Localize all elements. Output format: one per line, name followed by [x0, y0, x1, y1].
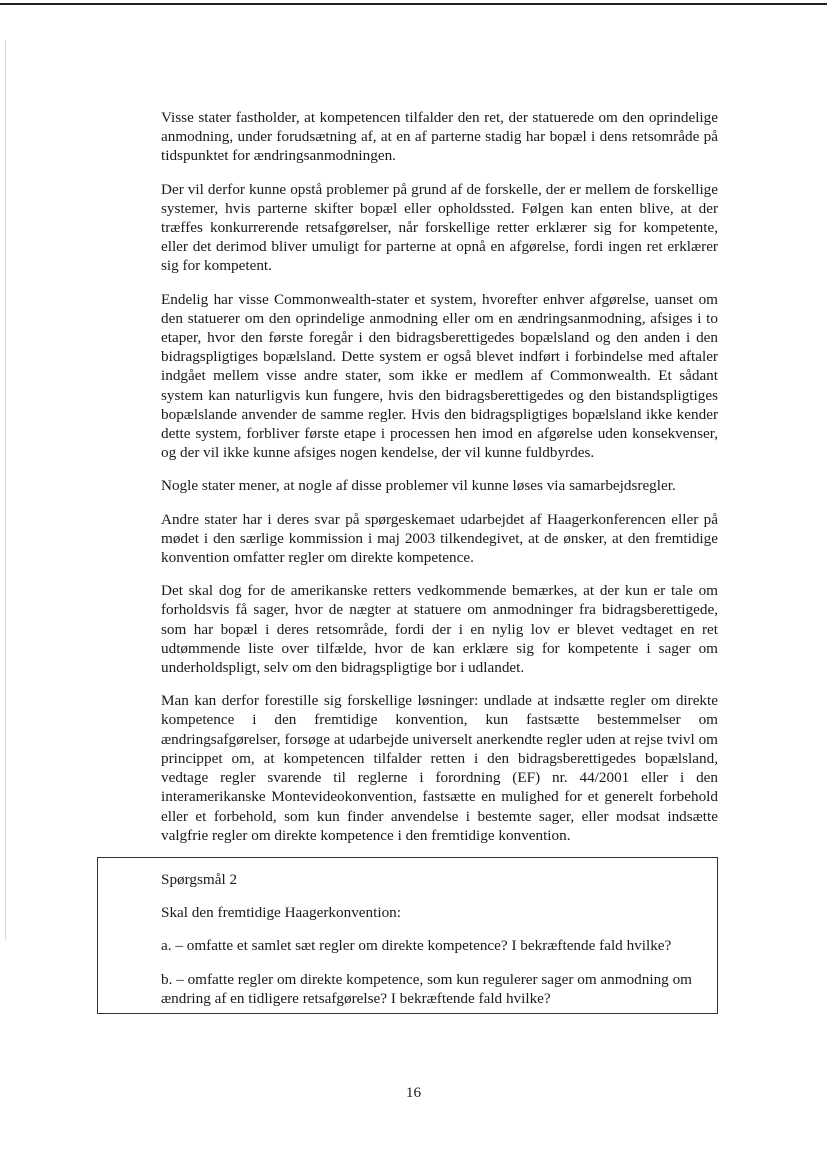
- question-intro: Skal den fremtidige Haagerkonvention:: [161, 904, 401, 922]
- paragraph-5: Andre stater har i deres svar på spørgeskemaet udarbejdet af Haagerkonferencen eller på mødet i den særlige kommission i maj 2003 tilkendegivet, at de ønsker, at den fremtidige konvention omfatter regler om direkte kompetence.: [161, 510, 718, 567]
- question-item-a: a. – omfatte et samlet sæt regler om direkte kompetence? I bekræftende fald hvilke?: [161, 937, 672, 955]
- question-title: Spørgsmål 2: [161, 871, 238, 888]
- page-number-container: [0, 1084, 827, 1102]
- paragraph-1: Visse stater fastholder, at kompetencen tilfalder den ret, der statuerede om den oprindelige anmodning, under forudsætning af, at en af parterne stadig har bopæl i dens retsområde på tidspunktet for ændringsanmodningen.: [161, 109, 718, 165]
- document-body: [161, 108, 718, 859]
- left-scan-edge: [5, 40, 6, 940]
- question-item-b: b. – omfatte regler om direkte kompetence, som kun regulerer sager om anmodning om ændring af en tidligere retsafgørelse? I bekræftende fald hvilke?: [161, 970, 692, 1007]
- page-number: 16: [405, 1084, 422, 1101]
- paragraph-6: Det skal dog for de amerikanske retters vedkommende bemærkes, at der kun er tale om forholdsvis få sager, hvor de nægter at statuere om anmodninger fra bidragsberettigede, som har bopæl i deres retsområde, fordi der i en nylig lov er blevet vedtaget en ret udtømmende liste over tilfælde, hvor de kan erklære sig for kompetente i sager om underholdspligt, selv om den bidragspligtige bor i udlandet.: [161, 582, 718, 677]
- question-box: [97, 857, 718, 1014]
- paragraph-2: Der vil derfor kunne opstå problemer på grund af de forskelle, der er mellem de forskellige systemer, hvis parterne skifter bopæl eller opholdssted. Følgen kan enten blive, at der træffes konkurrerende retsafgørelser, når forskellige retter erklærer sig for kompetente, eller det derimod bliver umuligt for parterne at opnå en afgørelse, fordi ingen ret erklærer sig for kompetent.: [161, 180, 718, 275]
- paragraph-7: Man kan derfor forestille sig forskellige løsninger: undlade at indsætte regler om direkte kompetence i den fremtidige konvention, kun fastsætte bestemmelser om ændringsafgørelser, forsøge at udarbejde universelt anerkendte regler uden at rejse tvivl om princippet om, at kompetencen tilfalder retten i den bidragsberettigedes bopælsland, vedtage regler svarende til reglerne i forordning (EF) nr. 44/2001 eller i den interamerikanske Montevideokonvention, fastsætte en mulighed for et generelt forbehold eller et forbehold, som kun finder anvendelse i bestemte sager, eller modsat indsætte valgfrie regler om direkte kompetence i den fremtidige konvention.: [161, 692, 718, 844]
- top-scan-rule: [0, 3, 827, 5]
- paragraph-4: Nogle stater mener, at nogle af disse problemer vil kunne løses via samarbejdsregler.: [161, 477, 676, 495]
- paragraph-3: Endelig har visse Commonwealth-stater et system, hvorefter enhver afgørelse, uanset om den statuerer om den oprindelige anmodning eller om en ændringsanmodning, afsiges i to etaper, hvor den første foregår i den bidragsberettigedes bopælsland og den anden i den bidragspligtiges bopælsland. Dette system er også blevet indført i forbindelse med aftaler indgået mellem visse andre stater, som ikke er medlem af Commonwealth. Et sådant system kan naturligvis kun fungere, hvis den bidragsberettigedes og den bistandspligtiges bopælslande anvender de samme regler. Hvis den bidragspligtiges bopælsland ikke kender dette system, forbliver første etape i processen hen imod en afgørelse uden konsekvenser, og der vil ikke kunne afsiges nogen kendelse, der vil kunne fuldbyrdes.: [161, 290, 718, 462]
